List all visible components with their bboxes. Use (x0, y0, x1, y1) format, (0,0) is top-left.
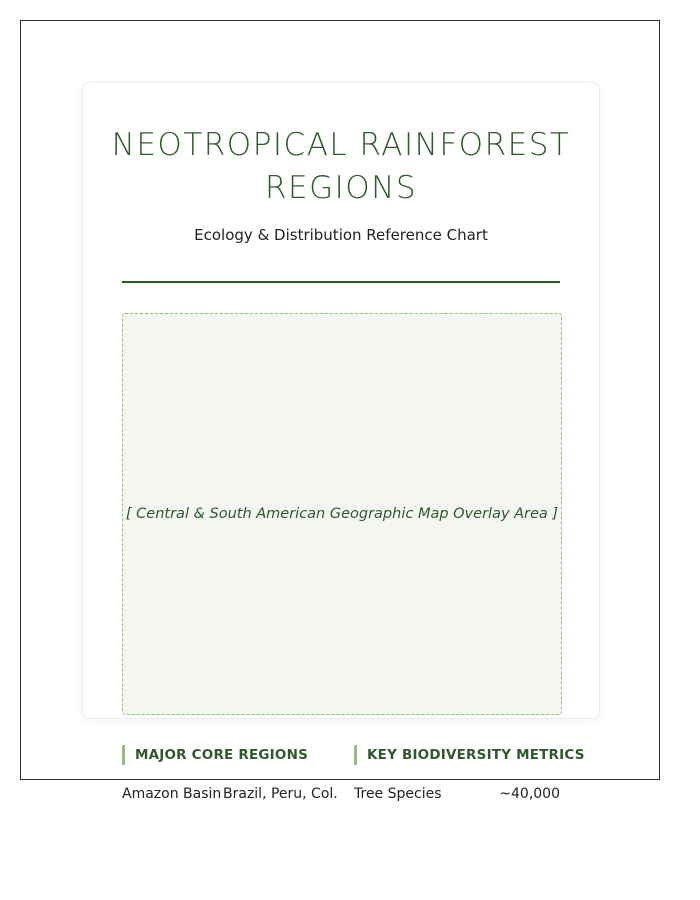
regions-heading: MAJOR CORE REGIONS (122, 745, 308, 765)
page-title: NEOTROPICAL RAINFOREST REGIONS (111, 127, 571, 206)
metric-value: ~40,000 (499, 786, 560, 802)
region-name: Amazon Basin (122, 786, 222, 802)
map-caption: [ Central & South American Geographic Map Overlay Area ] (125, 506, 559, 522)
title-divider (122, 281, 560, 283)
page-subtitle: Ecology & Distribution Reference Chart (194, 226, 488, 244)
map-overlay-area (122, 313, 562, 715)
metrics-heading: KEY BIODIVERSITY METRICS (354, 745, 585, 765)
metric-name: Tree Species (354, 786, 442, 802)
region-countries: Brazil, Peru, Col. (223, 786, 338, 802)
